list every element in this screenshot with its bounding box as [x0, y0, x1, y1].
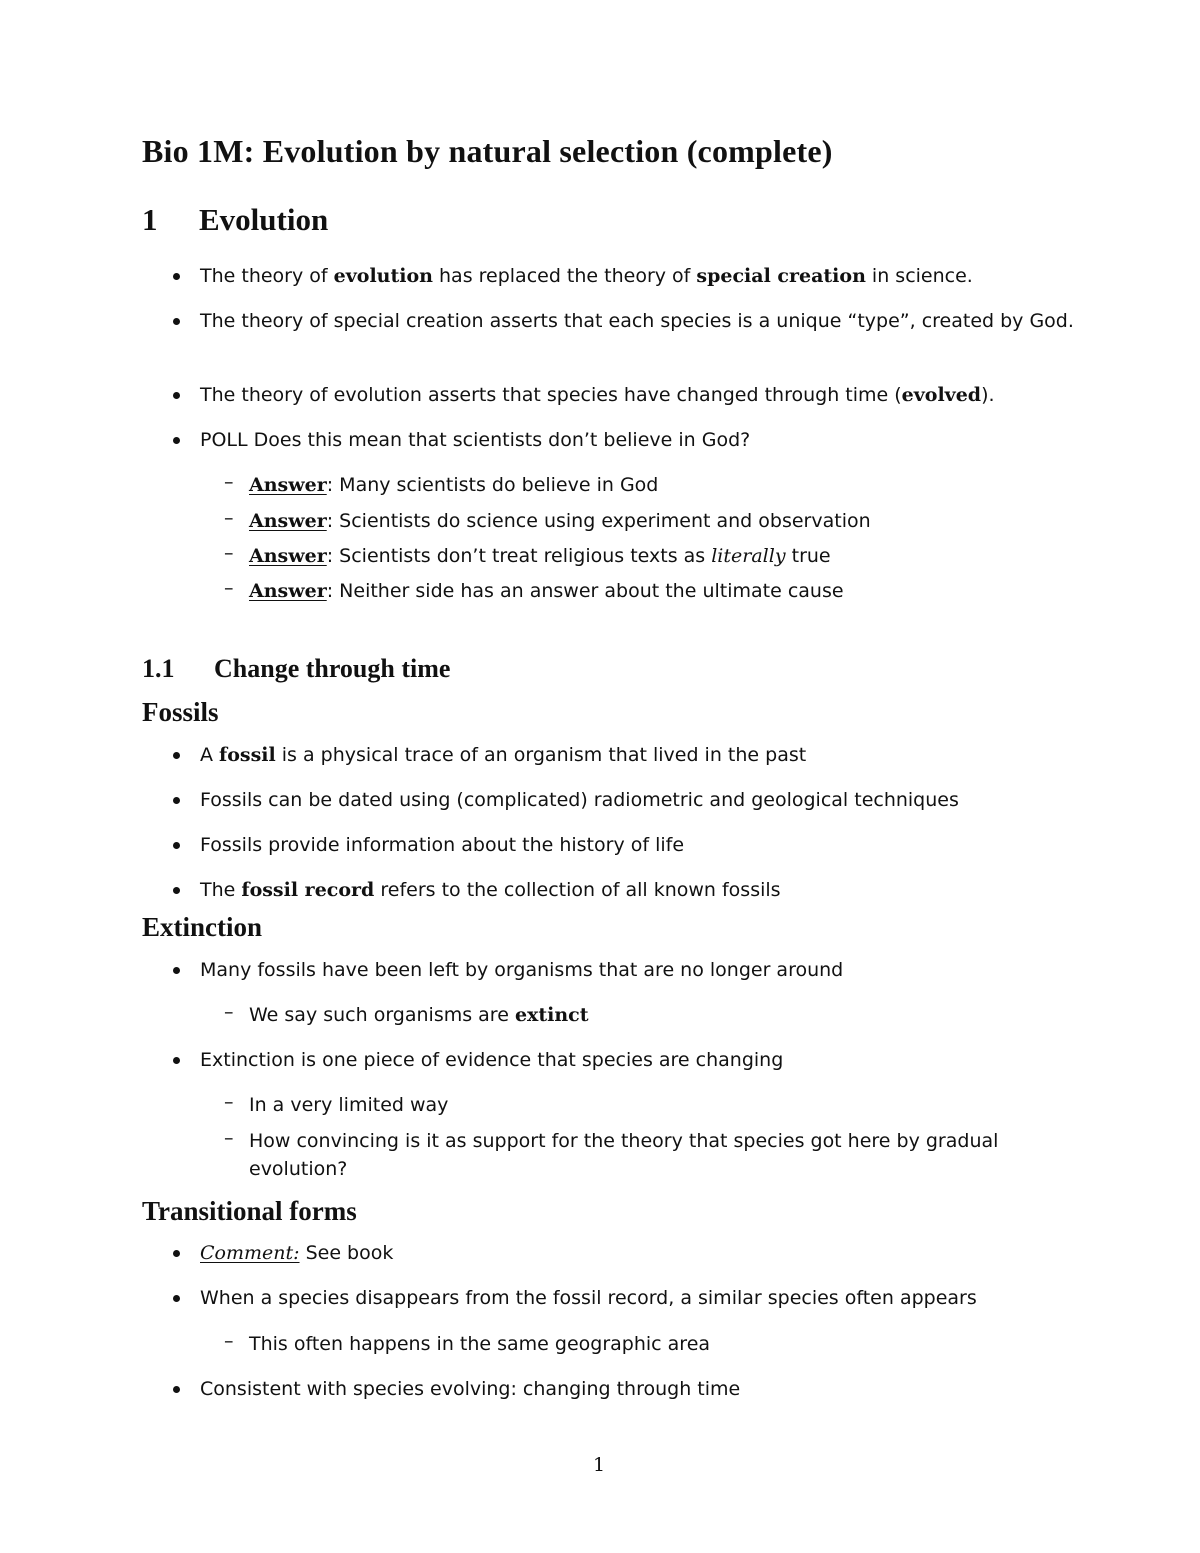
- item-text: The: [200, 879, 242, 901]
- list-item: [200, 262, 973, 290]
- keyword: extinct: [514, 1004, 589, 1026]
- document-title: Bio 1M: Evolution by natural selection (complete): [142, 133, 833, 169]
- list-item: [200, 876, 781, 904]
- answer-text: Neither side has an answer about the ultimate cause: [339, 580, 844, 602]
- item-text: in science.: [865, 265, 973, 287]
- item-text: is a physical trace of an organism that lived in the past: [275, 744, 807, 766]
- bullet-marker: [173, 1057, 180, 1064]
- list-item: Fossils provide information about the history of life: [200, 834, 685, 856]
- item-text: has replaced the theory of: [432, 265, 697, 287]
- dash-marker: –: [224, 1127, 234, 1149]
- bullet-marker: [173, 437, 180, 444]
- dash-marker: –: [224, 577, 234, 599]
- keyword: fossil: [219, 744, 276, 766]
- bullet-marker: [173, 1295, 180, 1302]
- sub-list-item: [249, 1001, 589, 1029]
- bullet-marker: [173, 967, 180, 974]
- bullet-marker: [173, 318, 180, 325]
- bullet-marker: [173, 842, 180, 849]
- emphasis: literally: [711, 545, 786, 567]
- item-text: We say such organisms are: [249, 1004, 515, 1026]
- sub-list-item: How convincing is it as support for the theory that species got here by gradual evolution?: [249, 1130, 999, 1180]
- answer-item: Answer: Many scientists do believe in God: [249, 474, 659, 496]
- bullet-marker: [173, 1386, 180, 1393]
- bullet-marker: [173, 273, 180, 280]
- answer-item: Answer: Scientists do science using experiment and observation: [249, 510, 871, 532]
- item-text: ).: [981, 384, 995, 406]
- subsection-heading-change-through-time: [142, 654, 450, 684]
- answer-text: Scientists don’t treat religious texts as: [339, 545, 712, 567]
- answer-text: true: [785, 545, 831, 567]
- item-text: POLL Does this mean that scientists don’t believe in God?: [200, 429, 751, 451]
- bullet-marker: [173, 392, 180, 399]
- item-text: A: [200, 744, 220, 766]
- answer-label: Answer: [249, 474, 327, 496]
- comment-label: Comment:: [200, 1242, 300, 1264]
- item-text: The theory of evolution asserts that species have changed through time (: [200, 384, 902, 406]
- keyword: evolved: [901, 384, 982, 406]
- bullet-marker: [173, 887, 180, 894]
- answer-text: Many scientists do believe in God: [339, 474, 659, 496]
- item-text: The theory of special creation asserts that each species is a unique “type”, created by God.: [200, 310, 1074, 332]
- answer-label: Answer: [249, 545, 327, 567]
- list-item: [200, 741, 806, 769]
- list-item: Fossils can be dated using (complicated) radiometric and geological techniques: [200, 789, 959, 811]
- bullet-marker: [173, 797, 180, 804]
- section-heading-evolution: [142, 202, 328, 238]
- dash-marker: –: [224, 471, 234, 493]
- answer-item: Answer: Neither side has an answer about the ultimate cause: [249, 580, 844, 602]
- page-number: 1: [593, 1454, 606, 1476]
- list-item: Consistent with species evolving: changing through time: [200, 1378, 741, 1400]
- dash-marker: –: [224, 1330, 234, 1352]
- bullet-marker: [173, 752, 180, 759]
- paragraph-heading-transitional-forms: Transitional forms: [142, 1196, 357, 1226]
- item-text: refers to the collection of all known fossils: [374, 879, 781, 901]
- subsection-title: Change through time: [214, 654, 451, 683]
- list-item: When a species disappears from the fossil record, a similar species often appears: [200, 1287, 977, 1309]
- list-item: Many fossils have been left by organisms that are no longer around: [200, 959, 844, 981]
- paragraph-heading-fossils: Fossils: [142, 697, 219, 727]
- keyword: evolution: [333, 265, 433, 287]
- sub-list-item: In a very limited way: [249, 1094, 449, 1116]
- item-text: See book: [299, 1242, 394, 1264]
- list-item: [200, 1239, 393, 1267]
- answer-text: Scientists do science using experiment and observation: [339, 510, 871, 532]
- section-title: Evolution: [199, 202, 329, 237]
- keyword: special creation: [696, 265, 866, 287]
- section-number: 1: [142, 202, 158, 237]
- list-item: [200, 381, 995, 409]
- subsection-number: 1.1: [142, 654, 175, 683]
- dash-marker: –: [224, 507, 234, 529]
- answer-label: Answer: [249, 580, 327, 602]
- answer-item: Answer: Scientists don’t treat religious texts as literally true: [249, 545, 831, 567]
- dash-marker: –: [224, 1091, 234, 1113]
- list-item: [200, 307, 1080, 335]
- bullet-marker: [173, 1250, 180, 1257]
- paragraph-heading-extinction: Extinction: [142, 912, 263, 942]
- dash-marker: –: [224, 1001, 234, 1023]
- list-item: [200, 426, 750, 454]
- answer-label: Answer: [249, 510, 327, 532]
- keyword: fossil record: [241, 879, 375, 901]
- sub-list-item: This often happens in the same geographic area: [249, 1333, 711, 1355]
- dash-marker: –: [224, 542, 234, 564]
- item-text: The theory of: [200, 265, 334, 287]
- list-item: Extinction is one piece of evidence that species are changing: [200, 1049, 784, 1071]
